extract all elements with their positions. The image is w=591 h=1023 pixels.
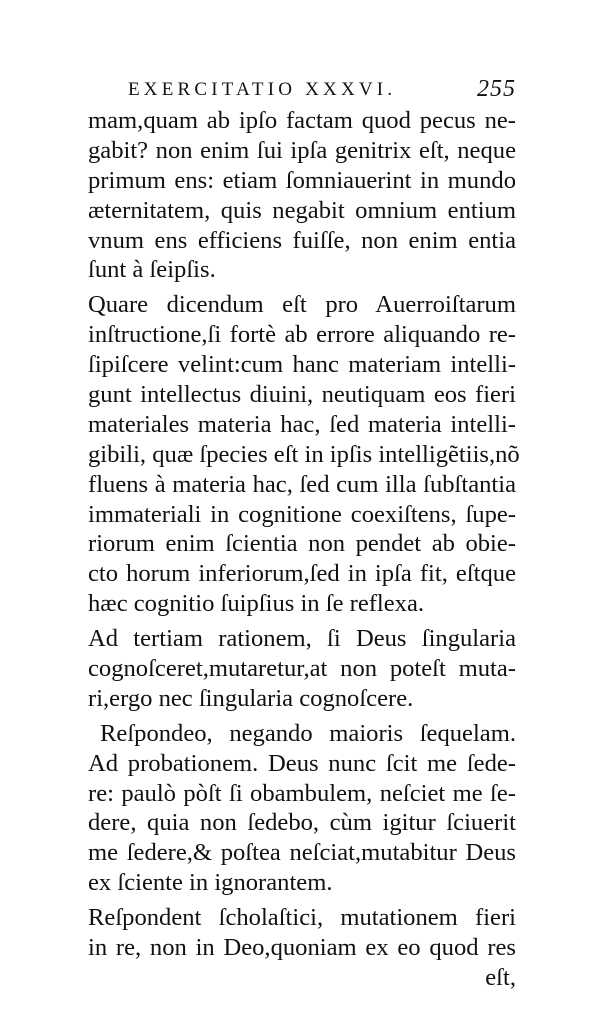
text-line: fluens à materia hac, ſed cum illa ſubſtantia — [88, 470, 516, 498]
text-line: gibili, quæ ſpecies eſt in ipſis intelligẽtiis,nõ — [88, 440, 520, 468]
text-line: primum ens: etiam ſomniauerint in mundo — [88, 166, 516, 194]
text-line: ſipiſcere velint:cum hanc materiam intelli- — [88, 351, 516, 379]
text-line: immateriali in cognitione coexiſtens, ſupe- — [88, 500, 516, 528]
text-line: re: paulò pòſt ſi obambulem, neſciet me ſe- — [88, 779, 516, 807]
running-title: EXERCITATIO XXXVI. — [128, 79, 397, 100]
running-head — [128, 78, 516, 102]
text-line: ſunt à ſeipſis. — [88, 256, 216, 284]
text-line: dere, quia non ſedebo, cùm igitur ſciuerit — [88, 809, 516, 837]
text-line: riorum enim ſcientia non pendet ab obie- — [88, 530, 516, 558]
page-number: 255 — [477, 76, 516, 102]
text-line: mam,quam ab ipſo factam quod pecus ne- — [88, 107, 516, 134]
text-line: Ad tertiam rationem, ſi Deus ſingularia — [88, 625, 516, 653]
text-line: inſtructione,ſi fortè ab errore aliquando re- — [88, 321, 516, 349]
text-line: in re, non in Deo,quoniam ex eo quod res — [88, 934, 516, 962]
text-line: Ad probationem. Deus nunc ſcit me ſede- — [88, 749, 516, 777]
catchword: eſt, — [485, 963, 516, 991]
text-line: cognoſceret,mutaretur,at non poteſt muta- — [88, 655, 516, 683]
text-line: me ſedere,& poſtea neſciat,mutabitur Deus — [88, 839, 516, 867]
text-line: gabit? non enim ſui ipſa genitrix eſt, neque — [88, 136, 516, 164]
text-line: ex ſciente in ignorantem. — [88, 869, 333, 897]
text-line: Quare dicendum eſt pro Auerroiſtarum — [88, 291, 516, 319]
text-line: hæc cognitio ſuipſius in ſe reflexa. — [88, 590, 425, 618]
text-line: materiales materia hac, ſed materia intelli- — [88, 410, 516, 438]
text-line: æternitatem, quis negabit omnium entium — [88, 196, 516, 224]
text-line: Reſpondent ſcholaſtici, mutationem fieri — [88, 904, 516, 932]
text-line: gunt intellectus diuini, neutiquam eos fieri — [88, 381, 516, 409]
text-line: vnum ens efficiens fuiſſe, non enim entia — [88, 226, 516, 254]
text-line: cto horum inferiorum,ſed in ipſa fit, eſtque — [88, 560, 516, 588]
text-line: Reſpondeo, negando maioris ſequelam. — [100, 719, 516, 747]
text-line: ri,ergo nec ſingularia cognoſcere. — [88, 684, 414, 712]
body-text — [88, 106, 520, 993]
